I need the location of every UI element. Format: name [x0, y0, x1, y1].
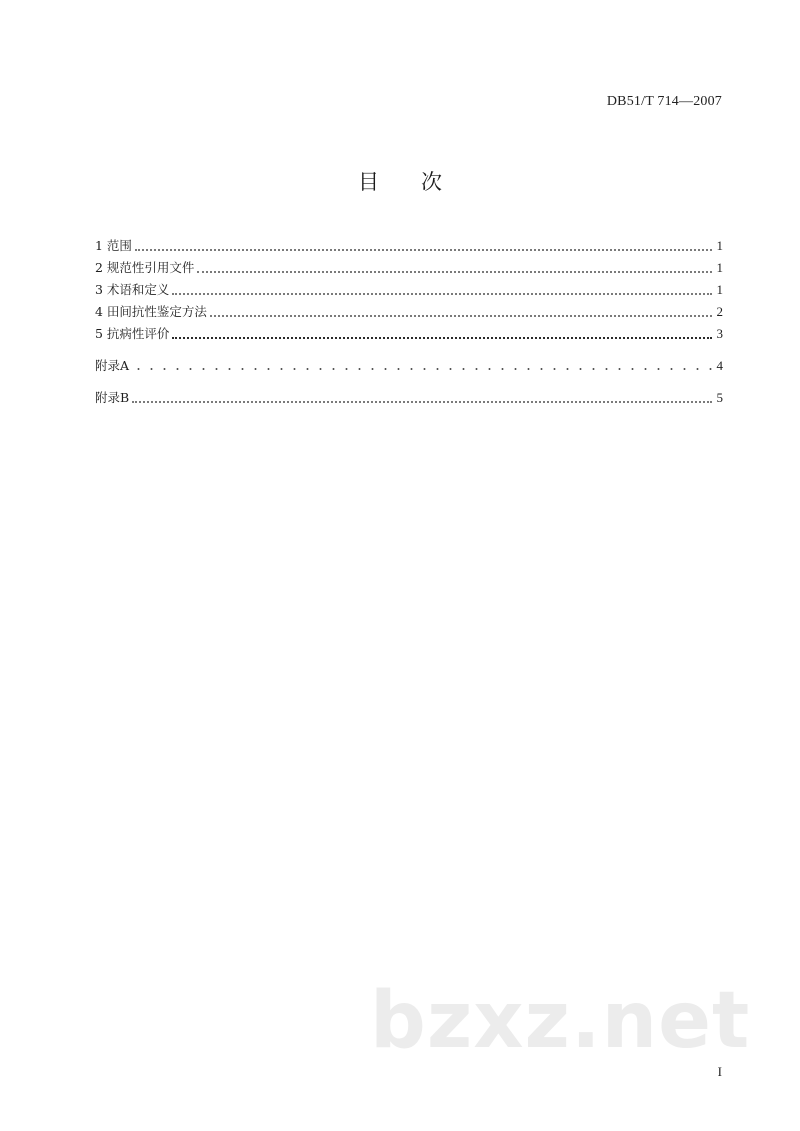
page-number: I [717, 1064, 722, 1079]
dot-leader [132, 361, 712, 371]
table-of-contents [95, 232, 723, 406]
dot-leader [210, 305, 712, 317]
toc-entry-scope[interactable] [95, 232, 723, 254]
toc-entry-page: 4 [716, 358, 723, 373]
toc-entry-appendix-a[interactable] [95, 352, 723, 374]
toc-entry-terms-definitions[interactable] [95, 276, 723, 298]
dot-leader [197, 261, 712, 273]
toc-entry-page: 1 [716, 282, 723, 297]
toc-entry-label: 附录A [95, 358, 130, 373]
toc-entry-page: 3 [716, 326, 723, 341]
toc-entry-normative-references[interactable] [95, 254, 723, 276]
toc-entry-appendix-b[interactable] [95, 384, 723, 406]
toc-entry-page: 1 [716, 238, 723, 253]
dot-leader [172, 327, 712, 339]
toc-entry-resistance-evaluation[interactable] [95, 320, 723, 342]
toc-entry-label: 4 田间抗性鉴定方法 [95, 304, 207, 319]
toc-entry-label: 2 规范性引用文件 [95, 260, 195, 275]
toc-entry-label: 1 范围 [95, 238, 132, 253]
toc-entry-page: 5 [716, 390, 723, 405]
watermark: bzxz.net [370, 976, 751, 1066]
toc-entry-field-method[interactable] [95, 298, 723, 320]
dot-leader [135, 239, 712, 251]
toc-title [0, 166, 800, 196]
toc-entry-page: 1 [716, 260, 723, 275]
toc-entry-label: 5 抗病性评价 [95, 326, 170, 341]
toc-entry-label: 附录B [95, 390, 130, 405]
dot-leader [172, 283, 712, 295]
document-code: DB51/T 714—2007 [606, 94, 722, 109]
dot-leader [132, 391, 712, 403]
toc-entry-page: 2 [716, 304, 723, 319]
toc-entry-label: 3 术语和定义 [95, 282, 170, 297]
toc-title-char-2: 次 [421, 170, 442, 194]
toc-title-char-1: 目 [358, 170, 379, 194]
